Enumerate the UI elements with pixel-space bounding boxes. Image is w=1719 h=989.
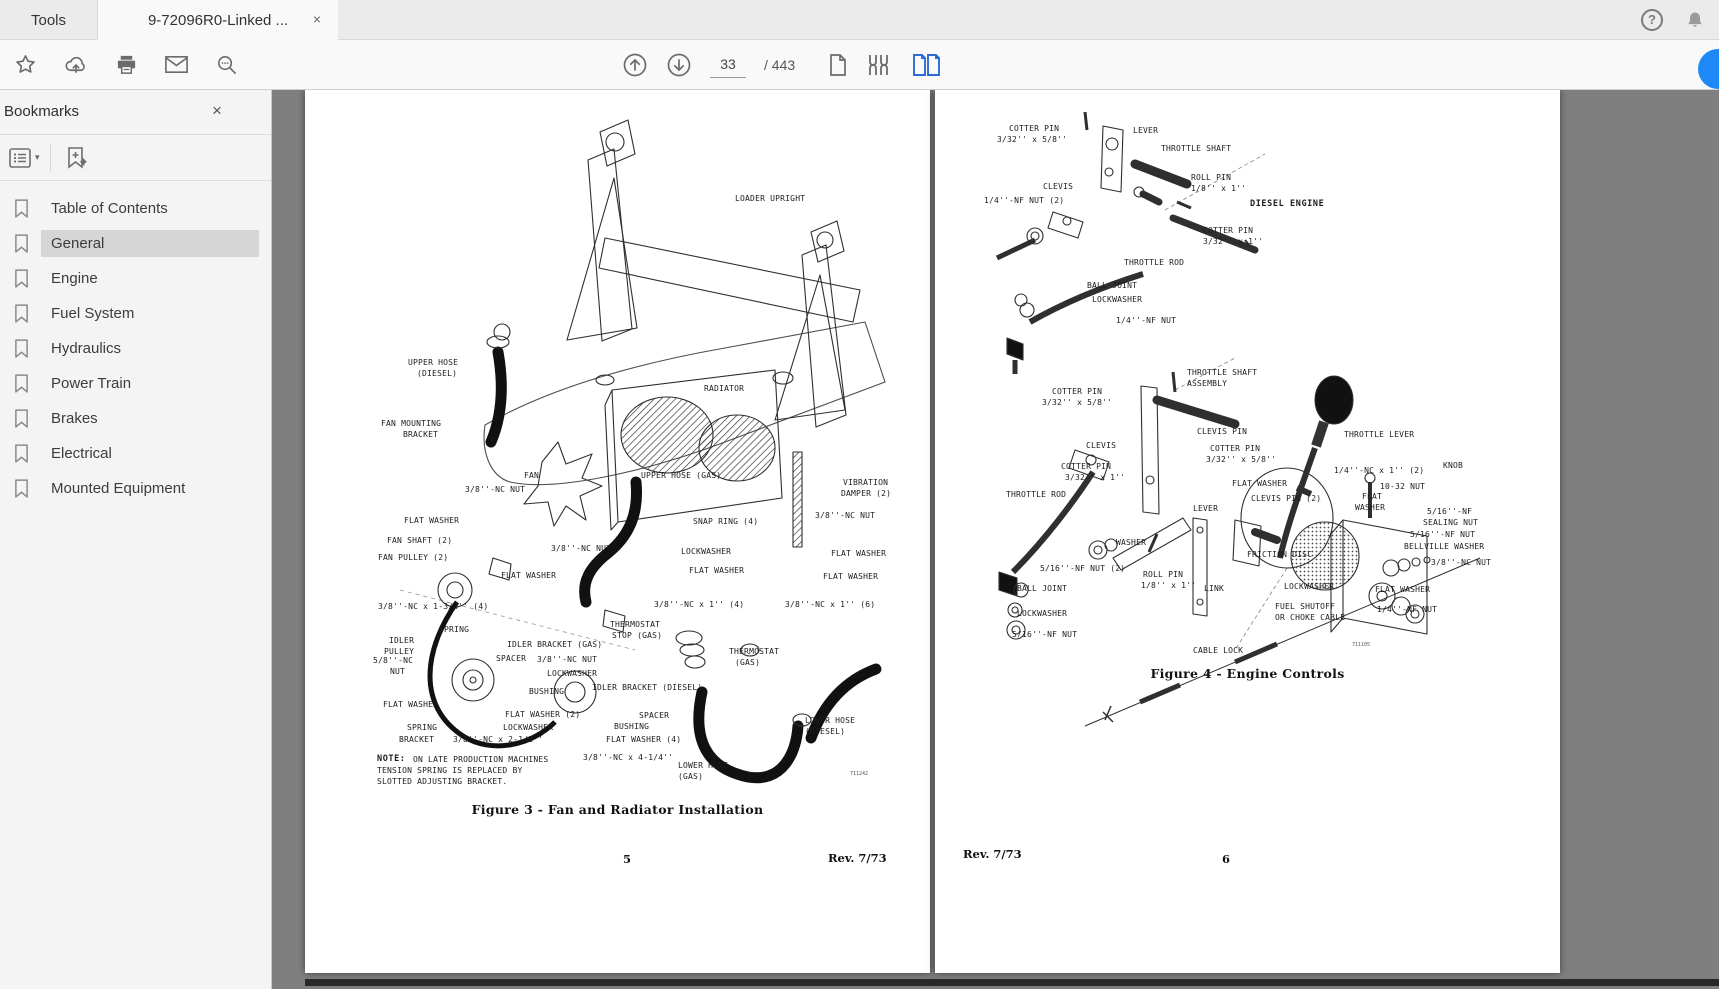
part-label: 711242 <box>850 771 869 777</box>
part-label: 5/16''-NF NUT <box>1410 530 1476 539</box>
revision-label: Rev. 7/73 <box>828 851 887 865</box>
part-label: SPRING <box>439 625 470 634</box>
bookmark-item-hydraulics[interactable] <box>0 331 271 366</box>
part-label: SPACER <box>639 711 670 720</box>
part-label: 3/8''-NC NUT <box>537 655 598 664</box>
part-label: IDLER <box>389 636 415 645</box>
bookmark-item-general[interactable] <box>0 226 271 261</box>
bookmark-item-label: Hydraulics <box>51 340 122 357</box>
bookmark-item-table-of-contents[interactable] <box>0 191 271 226</box>
part-label: THERMOSTAT <box>610 620 661 629</box>
bookmark-icon <box>14 409 29 428</box>
part-label: IDLER BRACKET (DIESEL) <box>592 683 703 692</box>
continuous-scroll-icon[interactable] <box>867 53 893 77</box>
bookmark-icon <box>14 339 29 358</box>
bell-icon[interactable] <box>1685 10 1705 30</box>
part-label: LOCKWASHER <box>547 669 598 678</box>
bookmark-item-mounted-equipment[interactable] <box>0 471 271 506</box>
tab-document[interactable] <box>98 0 338 40</box>
bookmark-item-label: Brakes <box>51 410 98 427</box>
part-label: FLAT WASHER (4) <box>606 735 682 744</box>
close-icon[interactable]: × <box>312 11 322 27</box>
part-label: WASHER <box>1116 538 1147 547</box>
document-tab-title: 9-72096R0-Linked ... <box>147 11 289 29</box>
envelope-glyph <box>164 54 189 75</box>
part-label: UPPER HOSE (GAS) <box>641 471 722 480</box>
part-label: (DIESEL) <box>805 727 846 736</box>
bookmark-item-label: Power Train <box>51 375 132 392</box>
part-label: VIBRATION <box>843 478 889 487</box>
part-label: CLEVIS PIN (2) <box>1251 494 1322 503</box>
part-label: FLAT WASHER (2) <box>505 710 581 719</box>
page-down-button[interactable] <box>666 52 692 78</box>
magnifier-glyph <box>215 53 238 76</box>
part-label: SLOTTED ADJUSTING BRACKET. <box>377 777 508 786</box>
bookmarks-panel <box>0 90 272 989</box>
bell-glyph <box>1685 10 1705 30</box>
part-label: LOCKWASHER <box>1092 295 1143 304</box>
tab-tools[interactable]: Tools <box>0 0 98 40</box>
part-label: 1/8'' x 1'' <box>1141 581 1197 590</box>
part-label: FAN MOUNTING <box>381 419 442 428</box>
print-icon[interactable] <box>115 53 138 76</box>
part-label: CABLE LOCK <box>1193 646 1244 655</box>
bookmark-item-label: Electrical <box>51 445 112 462</box>
bookmark-icon <box>14 374 29 393</box>
bookmark-item-label: Engine <box>51 270 98 287</box>
part-label: CLEVIS <box>1043 182 1074 191</box>
part-label: 3/8''-NC NUT <box>815 511 876 520</box>
part-label: 3/8''-NC x 1'' (4) <box>654 600 745 609</box>
part-label: BALL JOINT <box>1017 584 1068 593</box>
part-label: LOCKWASHER <box>1284 582 1335 591</box>
part-label: FAN PULLEY (2) <box>378 553 449 562</box>
bookmark-list <box>0 181 271 506</box>
part-label: KNOB <box>1443 461 1464 470</box>
part-label: BUSHING <box>614 722 650 731</box>
arrow-down-icon <box>666 52 692 78</box>
part-label: LOCKWASHER <box>1017 609 1068 618</box>
search-icon[interactable] <box>215 53 238 76</box>
part-label: ROLL PIN <box>1143 570 1184 579</box>
part-label: (GAS) <box>678 772 704 781</box>
part-label: COTTER PIN <box>1210 444 1261 453</box>
part-label: FLAT <box>1362 492 1383 501</box>
part-label: WASHER <box>1355 503 1386 512</box>
part-label: LEVER <box>1193 504 1219 513</box>
part-label: 5/16''-NF NUT (2) <box>1040 564 1126 573</box>
options-list-icon <box>8 147 32 169</box>
part-label: 1/4''-NF NUT <box>1377 605 1438 614</box>
bookmark-item-label: Table of Contents <box>51 200 168 217</box>
page-count-label: / 443 <box>764 56 796 73</box>
revision-label: Rev. 7/73 <box>963 847 1022 861</box>
part-label: SPACER <box>496 654 527 663</box>
part-label: BELLVILLE WASHER <box>1404 542 1485 551</box>
part-label: FUEL SHUTOFF <box>1275 602 1336 611</box>
part-label: COTTER PIN <box>1061 462 1112 471</box>
two-page-glyph <box>911 53 941 77</box>
part-label: FLAT WASHER <box>1232 479 1288 488</box>
part-label: BUSHING <box>529 687 565 696</box>
part-label: SEALING NUT <box>1423 518 1479 527</box>
part-label: BRACKET <box>403 430 439 439</box>
figure-caption: Figure 4 - Engine Controls <box>1150 666 1345 681</box>
part-label: (GAS) <box>735 658 761 667</box>
tab-bar <box>0 0 1719 40</box>
part-label: 3/8''-NC NUT <box>551 544 612 553</box>
part-label: 3/32'' x 5/8'' <box>1042 398 1113 407</box>
part-label: 5/8''-NC <box>373 656 414 665</box>
part-label: ON LATE PRODUCTION MACHINES <box>413 755 549 764</box>
bookmarks-close-icon[interactable]: × <box>212 101 222 120</box>
bookmark-item-brakes[interactable] <box>0 401 271 436</box>
fan-radiator-diagram <box>305 90 930 973</box>
part-label: DAMPER (2) <box>841 489 892 498</box>
star-icon[interactable] <box>14 53 37 76</box>
part-label: DIESEL ENGINE <box>1250 199 1325 209</box>
part-label: BALL JOINT <box>1087 281 1138 290</box>
email-icon[interactable] <box>164 54 189 75</box>
part-label: FLAT WASHER <box>501 571 557 580</box>
part-label: THROTTLE ROD <box>1124 258 1185 267</box>
part-label: LOCKWASHER <box>681 547 732 556</box>
part-label: THROTTLE ROD <box>1006 490 1067 499</box>
part-label: LOWER HOSE <box>678 761 729 770</box>
single-page-icon[interactable] <box>827 53 849 77</box>
part-label: CLEVIS PIN <box>1197 427 1248 436</box>
part-label: 3/8''-NC NUT <box>1431 558 1492 567</box>
part-label: LEVER <box>1133 126 1159 135</box>
part-label: FLAT WASHER <box>404 516 460 525</box>
bookmark-item-power-train[interactable] <box>0 366 271 401</box>
add-bookmark-icon <box>63 145 89 171</box>
part-label: THROTTLE SHAFT <box>1161 144 1232 153</box>
bookmark-item-label: Mounted Equipment <box>51 480 186 497</box>
page-up-button[interactable] <box>622 52 648 78</box>
upload-cloud-icon[interactable] <box>63 53 89 76</box>
printer-glyph <box>115 53 138 76</box>
part-label: 1/4''-NF NUT <box>1116 316 1177 325</box>
part-label: 3/8''-NC x 4-1/4'' <box>583 753 674 762</box>
part-label: 3/32'' x 5/8'' <box>997 135 1068 144</box>
part-label: PULLEY <box>384 647 415 656</box>
bookmarks-title: Bookmarks <box>4 103 80 120</box>
part-label: COTTER PIN <box>1052 387 1103 396</box>
bookmark-item-label: Fuel System <box>51 305 135 322</box>
part-label: LOWER HOSE <box>805 716 856 725</box>
part-label: NUT <box>390 667 406 676</box>
part-label: COTTER PIN <box>1009 124 1060 133</box>
part-label: TENSION SPRING IS REPLACED BY <box>377 766 523 775</box>
part-label: STOP (GAS) <box>612 631 663 640</box>
star-glyph <box>14 53 37 76</box>
part-label: FAN SHAFT (2) <box>387 536 453 545</box>
bookmark-icon <box>14 269 29 288</box>
add-bookmark-button[interactable] <box>59 141 93 175</box>
pdf-page-right <box>935 90 1560 973</box>
part-label: FLAT WASHER <box>823 572 879 581</box>
part-label: ROLL PIN <box>1191 173 1232 182</box>
part-label: COTTER PIN <box>1203 226 1254 235</box>
part-label: THROTTLE LEVER <box>1344 430 1415 439</box>
part-label: ASSEMBLY <box>1187 379 1228 388</box>
part-label: THROTTLE SHAFT <box>1187 368 1258 377</box>
arrow-up-icon <box>622 52 648 78</box>
part-label: LOADER UPRIGHT <box>735 194 806 203</box>
bookmark-icon <box>14 304 29 323</box>
figure-caption: Figure 3 - Fan and Radiator Installation <box>471 802 764 817</box>
part-label: 3/32'' x 5/8'' <box>1206 455 1277 464</box>
toolbar <box>0 40 1719 90</box>
page-number: 6 <box>1222 852 1231 866</box>
part-label: LINK <box>1204 584 1225 593</box>
divider <box>50 144 51 172</box>
part-label: FLAT WASHER <box>383 700 439 709</box>
part-label: LOCKWASHER <box>503 723 554 732</box>
part-label: CLEVIS <box>1086 441 1117 450</box>
part-label: FAN <box>524 471 540 480</box>
part-label: 3/32'' x 1'' <box>1065 473 1126 482</box>
part-label: 3/8''-NC x 2-1/2'' <box>453 735 544 744</box>
part-label: FLAT WASHER <box>1375 585 1431 594</box>
part-label: OR CHOKE CABLE <box>1275 613 1346 622</box>
page-glyph <box>827 53 849 77</box>
bookmark-icon <box>14 444 29 463</box>
bookmark-icon <box>14 234 29 253</box>
page-number: 5 <box>623 852 632 866</box>
part-label: 711105 <box>1352 642 1371 648</box>
part-label: FLAT WASHER <box>831 549 887 558</box>
part-label: FRICTION DISC <box>1247 550 1313 559</box>
bookmark-item-label: General <box>41 230 259 257</box>
part-label: IDLER BRACKET (GAS) <box>507 640 603 649</box>
part-label: 3/8''-NC NUT <box>465 485 526 494</box>
part-label: 1/4''-NF NUT (2) <box>984 196 1065 205</box>
part-label: RADIATOR <box>704 384 745 393</box>
page-number-input[interactable] <box>710 52 746 78</box>
part-label: THERMOSTAT <box>729 647 780 656</box>
part-label: 5/16''-NF <box>1427 507 1473 516</box>
bookmark-icon <box>14 199 29 218</box>
part-label: NOTE: <box>377 754 406 764</box>
part-label: SPRING <box>407 723 438 732</box>
part-label: UPPER HOSE <box>408 358 459 367</box>
part-label: 3/8''-NC x 1-3/4'' (4) <box>378 602 489 611</box>
bookmark-item-electrical[interactable] <box>0 436 271 471</box>
document-view <box>272 90 1719 989</box>
part-label: 1/8'' x 1'' <box>1191 184 1247 193</box>
part-label: 10-32 NUT <box>1380 482 1426 491</box>
part-label: FLAT WASHER <box>689 566 745 575</box>
bookmark-item-fuel-system[interactable] <box>0 296 271 331</box>
cloud-glyph <box>63 53 89 76</box>
horizontal-scrollbar[interactable] <box>305 979 1719 986</box>
scroll-glyph <box>867 53 893 77</box>
help-icon[interactable]: ? <box>1641 9 1663 31</box>
part-label: SNAP RING (4) <box>693 517 759 526</box>
bookmark-item-engine[interactable] <box>0 261 271 296</box>
pdf-page-left <box>305 90 930 973</box>
bookmark-options-button[interactable] <box>4 143 44 173</box>
part-label: 3/8''-NC x 1'' (6) <box>785 600 876 609</box>
part-label: BRACKET <box>399 735 435 744</box>
part-label: (DIESEL) <box>417 369 458 378</box>
bookmark-icon <box>14 479 29 498</box>
part-label: 5/16''-NF NUT <box>1012 630 1078 639</box>
two-page-view-icon[interactable] <box>911 53 941 77</box>
chevron-down-icon: ▾ <box>35 152 40 162</box>
part-label: 1/4''-NC x 1'' (2) <box>1334 466 1425 475</box>
part-label: 3/32'' x 1'' <box>1203 237 1264 246</box>
